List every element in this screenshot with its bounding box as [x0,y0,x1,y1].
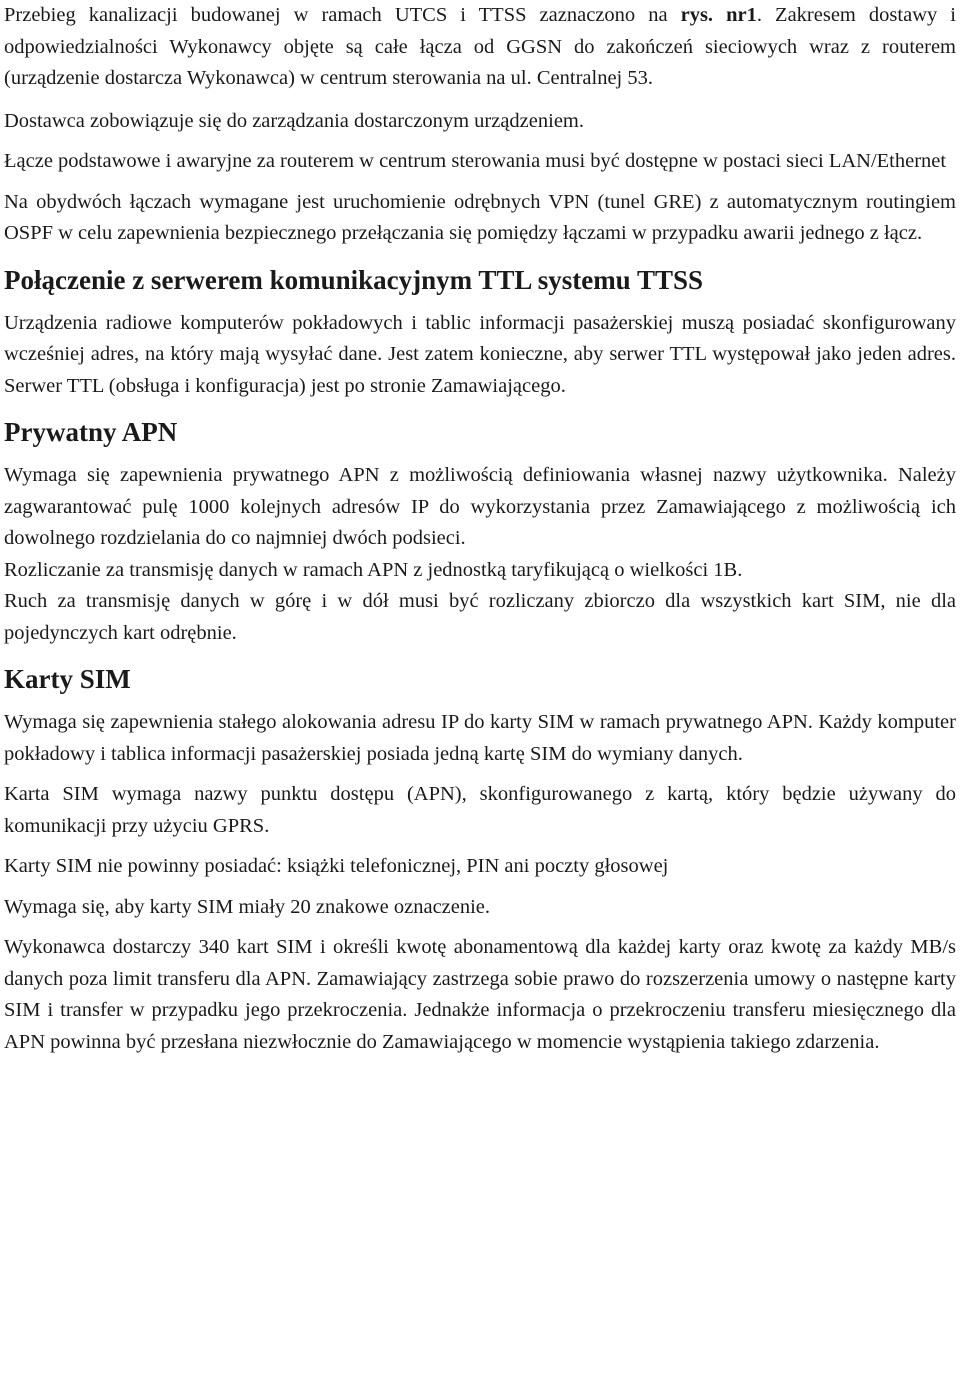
figure-reference: rys. nr1 [680,4,757,26]
ttl-paragraph: Urządzenia radiowe komputerów pokładowych i tablic informacji pasażerskiej muszą posiadać skonfigurowany wcześniej adres, na który mają wysyłać dane. Jest zatem konieczne, aby serwer TTL występował jako jeden adres. Serwer TTL (obsługa i konfiguracja) jest po stronie Zamawiającego. [4,311,956,397]
apn-paragraph-billing-aggregate: Ruch za transmisję danych w górę i w dół musi być rozliczany zbiorczo dla wszystkich kart SIM, nie dla pojedynczych kart odrębnie. [4,590,956,644]
sim-paragraph-static-ip: Wymaga się zapewnienia stałego alokowania adresu IP do karty SIM w ramach prywatnego APN. Każdy komputer pokładowy i tablica informacji pasażerskiej posiada jedną kartę SIM do wymiany danych. [4,711,956,765]
intro-text-start: Przebieg kanalizacji budowanej w ramach UTCS i TTSS zaznaczono na [4,4,681,26]
apn-paragraph-billing-unit: Rozliczanie za transmisję danych w ramach APN z jednostką taryfikującą o wielkości 1B. [4,558,743,581]
section-heading-ttl: Połączenie z serwerem komunikacyjnym TTL systemu TTSS [4,264,704,295]
sim-paragraph-apn-name: Karta SIM wymaga nazwy punktu dostępu (APN), skonfigurowanego z kartą, który będzie używany do komunikacji przy użyciu GPRS. [4,783,956,837]
intro-paragraph-management: Dostawca zobowiązuje się do zarządzania dostarczonym urządzeniem. [4,109,584,132]
document-page [4,0,956,1058]
sim-paragraph-restrictions: Karty SIM nie powinny posiadać: książki telefonicznej, PIN ani poczty głosowej [4,855,669,877]
intro-paragraph-vpn: Na obydwóch łączach wymagane jest uruchomienie odrębnych VPN (tunel GRE) z automatycznym routingiem OSPF w celu zapewnienia bezpiecznego przełączania się pomiędzy łączami w przypadku awarii jednego z łącz. [4,190,956,244]
section-heading-sim: Karty SIM [4,664,131,694]
intro-paragraph-scope [4,0,956,95]
intro-paragraph-lan: Łącze podstawowe i awaryjne za routerem w centrum sterowania musi być dostępne w postaci sieci LAN/Ethernet [4,150,947,172]
apn-paragraph-pool: Wymaga się zapewnienia prywatnego APN z możliwością definiowania własnej nazwy użytkownika. Należy zagwarantować pulę 1000 kolejnych adresów IP do wykorzystania przez Zamawiającego z możliwością ich dowolnego rozdzielania do co najmniej dwóch podsieci. [4,464,956,549]
sim-paragraph-delivery: Wykonawca dostarczy 340 kart SIM i określi kwotę abonamentową dla każdej karty oraz kwotę za każdy MB/s danych poza limit transferu dla APN. Zamawiający zastrzega sobie prawo do rozszerzenia umowy o następne karty SIM i transfer w przypadku jego przekroczenia. Jednakże informacja o przekroczeniu transferu miesięcznego dla APN powinna być przesłana niezwłocznie do Zamawiającego w momencie wystąpienia takiego zdarzenia. [4,936,956,1053]
sim-paragraph-identifier: Wymaga się, aby karty SIM miały 20 znakowe oznaczenie. [4,895,491,918]
intro-text-end: . Zakresem dostawy i odpowiedzialności Wykonawcy objęte są całe łącza od GGSN do zakończeń sieciowych wraz z routerem (urządzenie dostarcza Wykonawca) w centrum sterowania na ul. Centralnej 53. [4,4,956,89]
section-heading-apn: Prywatny APN [4,417,178,447]
